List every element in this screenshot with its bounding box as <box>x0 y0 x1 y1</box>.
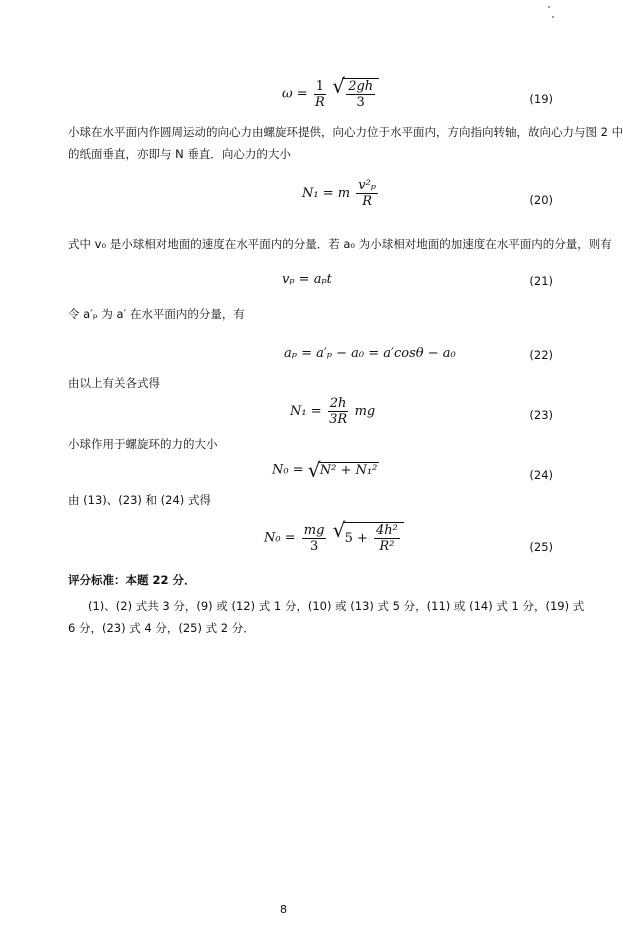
equation-number-25: (25) <box>529 540 553 554</box>
grading-line-2: 6 分，(23) 式 4 分，(25) 式 2 分． <box>68 621 255 635</box>
paragraph-2: 式中 v₀ 是小球相对地面的速度在水平面内的分量．若 a₀ 为小球相对地面的加速度在水平面内的分量，则有 <box>68 237 612 251</box>
equation-number-20: (20) <box>529 193 553 207</box>
equation-24: N₀ = √ N² + N₁² <box>272 458 378 482</box>
equation-number-21: (21) <box>529 274 553 288</box>
paragraph-3: 令 a′ₚ 为 a′ 在水平面内的分量，有 <box>68 307 245 321</box>
page-number: 8 <box>280 903 287 916</box>
equation-22: aₚ = a′ₚ − a₀ = a′cosθ − a₀ <box>284 346 456 361</box>
equation-number-23: (23) <box>529 408 553 422</box>
scan-speck <box>552 16 554 18</box>
equation-21: vₚ = aₚt <box>282 272 332 287</box>
equation-23: N₁ = $\frac{2h}{3R}$ mg <box>290 396 376 427</box>
equation-number-19: (19) <box>529 92 553 106</box>
paragraph-6: 由 (13)、(23) 和 (24) 式得 <box>68 493 211 507</box>
paragraph-1-line-1: 小球在水平面内作圆周运动的向心力由螺旋环提供，向心力位于水平面内，方向指向转轴，故向心力与图 2 中 <box>68 125 623 139</box>
grading-heading: 评分标准：本题 22 分． <box>68 573 196 587</box>
paragraph-5: 小球作用于螺旋环的力的大小 <box>68 437 218 451</box>
equation-25: N₀ = $\frac{mg}{3}$ √ 5 + $\frac{\text{4h²}}{\text{R²}}$ <box>264 522 404 554</box>
grading-line-1: (1)、(2) 式共 3 分，(9) 或 (12) 式 1 分，(10) 或 (13) 式 5 分，(11) 或 (14) 式 1 分，(19) 式 <box>88 599 585 613</box>
scan-speck <box>548 6 550 8</box>
paragraph-1-line-2: 的纸面垂直，亦即与 N 垂直．向心力的大小 <box>68 147 291 161</box>
equation-19: ω = $\frac{1}{R}$ √ $\frac{2gh}{3}$ <box>282 78 379 110</box>
equation-number-22: (22) <box>529 348 553 362</box>
equation-20: N₁ = m $\frac{\text{v²ₚ}}{R}$ <box>302 178 376 209</box>
equation-number-24: (24) <box>529 468 553 482</box>
paragraph-4: 由以上有关各式得 <box>68 376 160 390</box>
